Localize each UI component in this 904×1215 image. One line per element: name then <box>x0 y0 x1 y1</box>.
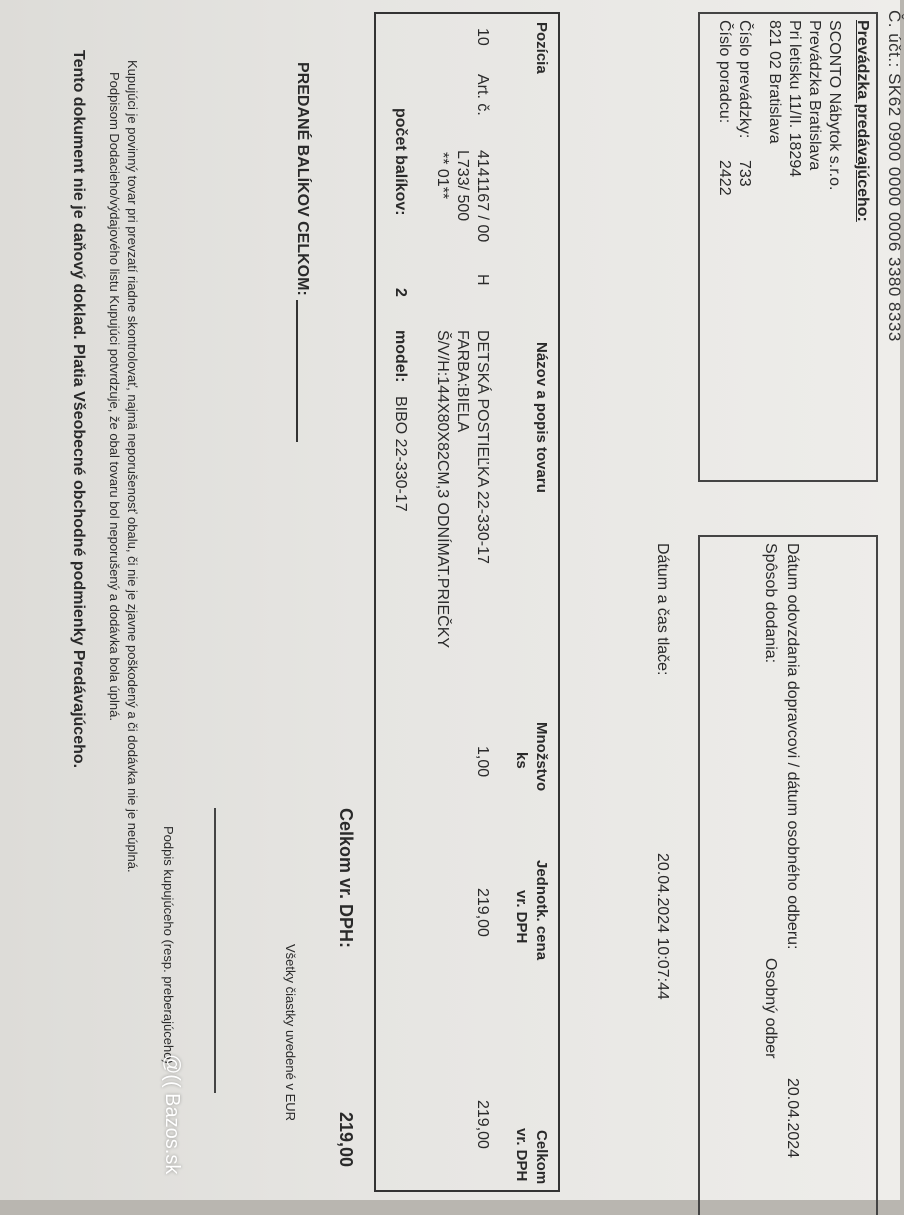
seller-heading: Prevádzka predávajúceho: <box>854 20 871 222</box>
row-flag: H <box>474 274 491 286</box>
grand-total-value: 219,00 <box>336 1112 356 1168</box>
print-datetime-label: Dátum a čas tlače: <box>654 543 671 676</box>
buyer-notice-line-1: Kupujúci je povinný tovar pri prevzatí riadne skontrolovať, najmä neporušenosť obalu, či nie je zjavne poškodený a či dodávka nie je neúplná. <box>125 60 140 873</box>
col-header-quantity: Množstvo <box>533 722 550 792</box>
tax-disclaimer: Tento dokument nie je daňový doklad. Platia Všeobecné obchodné podmienky Predávajúceho. <box>70 50 87 769</box>
row-stars: ** 01** <box>434 152 451 200</box>
advisor-number-value: 2422 <box>716 160 733 196</box>
row-description-line-3: Š/V/H:144X80X82CM,3 ODNÍMAT.PRIEČKY <box>434 330 451 649</box>
col-header-total: Celkom <box>533 1130 550 1185</box>
row-description-line-2: FARBA:BIELA <box>454 330 471 433</box>
row-quantity: 1,00 <box>474 746 491 778</box>
seller-company: SCONTO Nábytok s.r.o. <box>826 20 843 191</box>
grand-total-label: Celkom vr. DPH: <box>336 808 356 949</box>
print-datetime-value: 20.04.2024 10:07:44 <box>654 853 671 1000</box>
row-description-line-1: DETSKÁ POSTIEĽKA 22-330-17 <box>474 330 491 564</box>
col-header-total-vat: vr. DPH <box>513 1128 530 1182</box>
bank-account-line: Č. účt.: SK62 0900 0000 0006 3380 8333 <box>885 10 904 342</box>
dispatch-date-value: 20.04.2024 <box>784 1078 801 1159</box>
currency-note: Všetky čiastky uvedené v EUR <box>283 944 298 1122</box>
delivery-method-value: Osobný odber <box>762 958 779 1059</box>
row-article-code: 4141167 / 00 <box>474 150 491 243</box>
signature-line <box>214 808 216 1093</box>
col-header-unit-price-vat: vr. DPH <box>513 890 530 944</box>
row-unit-price: 219,00 <box>474 888 491 937</box>
seller-branch: Prevádzka Bratislava <box>806 20 823 171</box>
row-article-label: Art. č. <box>474 74 491 116</box>
package-count-label: počet balíkov: <box>392 108 409 216</box>
bazos-watermark: @(( Bazos.sk <box>161 1054 183 1175</box>
package-count-value: 2 <box>392 288 409 297</box>
seller-city: 821 02 Bratislava <box>766 20 783 144</box>
model-label: model: <box>392 330 409 383</box>
row-location: L733/ 500 <box>454 150 471 222</box>
packages-sold-label: PREDANÉ BALÍKOV CELKOM: <box>294 62 311 296</box>
signature-caption: Podpis kupujúceho (resp. preberajúceho) <box>161 826 176 1064</box>
buyer-notice-line-2: Podpisom Dodacieho/výdajového listu Kupujúci potvrdzuje, že obal tovaru bol neporušený a dodávka bola úplná. <box>107 72 122 721</box>
model-value: BIBO 22-330-17 <box>392 396 409 512</box>
seller-street: Pri letisku 11/II. 18294 <box>786 20 803 178</box>
shop-number-label: Číslo prevádzky: <box>736 20 753 139</box>
advisor-number-label: Číslo poradcu: <box>716 20 733 124</box>
row-position: 10 <box>474 28 491 46</box>
col-header-position: Pozícia <box>533 22 550 74</box>
col-header-quantity-unit: ks <box>513 752 530 769</box>
row-total: 219,00 <box>474 1100 491 1149</box>
dispatch-date-label: Dátum odovzdania dopravcovi / dátum osobného odberu: <box>784 543 801 950</box>
col-header-name: Názov a popis tovaru <box>533 342 550 493</box>
packages-sold-blank-line <box>296 300 298 442</box>
delivery-method-label: Spôsob dodania: <box>762 543 779 664</box>
col-header-unit-price: Jednotk. cena <box>533 860 550 961</box>
shop-number-value: 733 <box>736 160 753 187</box>
